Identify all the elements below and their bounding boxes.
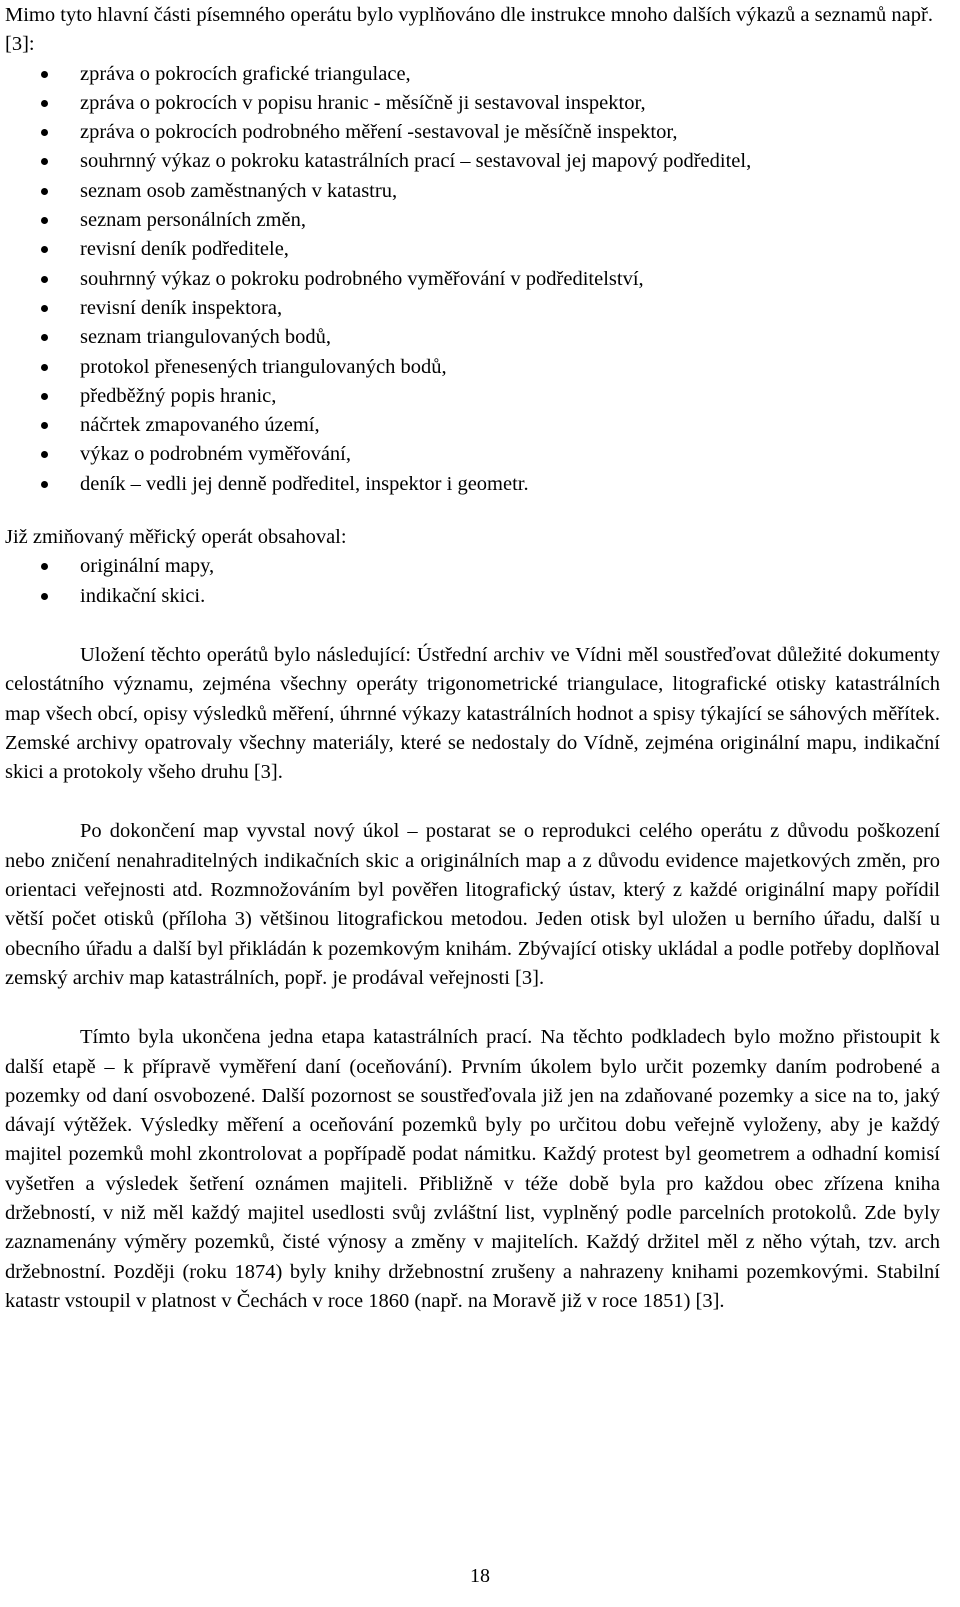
bullet-icon (41, 364, 48, 371)
bullet-icon (41, 129, 48, 136)
list-item: seznam triangulovaných bodů, (5, 323, 940, 352)
bullet-icon (41, 334, 48, 341)
list-item: zpráva o pokrocích podrobného měření -sestavoval je měsíčně inspektor, (5, 118, 940, 147)
bullet-icon (41, 71, 48, 78)
paragraph-storage: Uložení těchto operátů bylo následující: Ústřední archiv ve Vídni měl soustřeďovat důležité dokumenty celostátního významu, zejména všechny operáty trigonometrické triangulace, litografické otisky katastrálních map všech obcí, opisy výsledků měření, úhrnné výkazy katastrálních hodnot a spisy týkající se sáhových měřítek. Zemské archivy opatrovaly všechny materiály, které se nedostaly do Vídně, zejména originální mapu, indikační skici a protokoly všeho druhu [3]. (5, 643, 940, 784)
list-item: deník – vedli jej denně podředitel, inspektor i geometr. (5, 470, 940, 499)
list-item: revisní deník podředitele, (5, 235, 940, 264)
bullet-icon (41, 158, 48, 165)
bullet-icon (41, 451, 48, 458)
paragraph-taxation: Tímto byla ukončena jedna etapa katastrálních prací. Na těchto podkladech bylo možno přistoupit k další etapě – k přípravě vyměření daní (oceňování). Prvním úkolem bylo určit pozemky daním podrobené a pozemky od daní osvobozené. Další pozornost se soustřeďovala již jen na zdaňované pozemky a sice na to, jaký dávají výtěžek. Výsledky měření a oceňování pozemků byly po určitou dobu veřejně vyloženy, aby je každý majitel pozemků mohl zkontrolovat a popřípadě podat námitku. Každý protest byl geometrem a odhadní komisí vyšetřen a výsledek šetření oznámen majiteli. Přibližně v téže době byla pro každou obec zřízena kniha držebností, v niž měl každý majitel usedlosti svůj zvláštní list, vyplněný podle parcelních protokolů. Zde byly zaznamenány výměry pozemků, čisté výnosy a změny v majitelích. Každý držitel měl z něho výtah, tzv. arch držebnostní. Později (roku 1874) byly knihy držebnostní zrušeny a nahrazeny knihami pozemkovými. Stabilní katastr vstoupil v platnost v Čechách v roce 1860 (např. na Moravě již v roce 1851) [3]. (5, 1026, 940, 1312)
bullet-icon (41, 422, 48, 429)
list-item: indikační skici. (5, 582, 940, 611)
operat-list (5, 552, 940, 611)
page-number: 18 (470, 1565, 490, 1587)
list-item: náčrtek zmapovaného území, (5, 411, 940, 440)
bullet-icon (41, 100, 48, 107)
bullet-icon (41, 563, 48, 570)
list-item: souhrnný výkaz o pokroku podrobného vyměřování v podředitelství, (5, 265, 940, 294)
list-item: protokol přenesených triangulovaných bodů, (5, 353, 940, 382)
bullet-icon (41, 188, 48, 195)
bullet-icon (41, 393, 48, 400)
bullet-icon (41, 246, 48, 253)
list-item: zpráva o pokrocích v popisu hranic - měsíčně ji sestavoval inspektor, (5, 89, 940, 118)
list-item: revisní deník inspektora, (5, 294, 940, 323)
bullet-icon (41, 217, 48, 224)
intro-sentence: Mimo tyto hlavní části písemného operátu bylo vyplňováno dle instrukce mnoho dalších výkazů a seznamů např. [3]: (5, 4, 933, 56)
list-item: seznam personálních změn, (5, 206, 940, 235)
bullet-icon (41, 276, 48, 283)
bullet-icon (41, 481, 48, 488)
list-item: souhrnný výkaz o pokroku katastrálních prací – sestavoval jej mapový podředitel, (5, 147, 940, 176)
paragraph-reproduction: Po dokončení map vyvstal nový úkol – postarat se o reprodukci celého operátu z důvodu poškození nebo zničení nenahraditelných indikačních skic a originálních map a z důvodu evidence majetkových změn, pro orientaci veřejnosti atd. Rozmnožováním byl pověřen litografický ústav, který z každé originální mapy pořídil větší počet otisků (příloha 3) většinou litografickou metodou. Jeden otisk byl uložen u berního úřadu, další u obecního úřadu a další byl přikládán k pozemkovým knihám. Zbývající otisky ukládal a podle potřeby doplňoval zemský archiv map katastrálních, popř. je prodával veřejnosti [3]. (5, 820, 940, 989)
list-item: předběžný popis hranic, (5, 382, 940, 411)
bullet-icon (41, 305, 48, 312)
operat-heading: Již zmiňovaný měřický operát obsahoval: (5, 526, 347, 549)
report-list (5, 60, 940, 499)
list-item: zpráva o pokrocích grafické triangulace, (5, 60, 940, 89)
list-item: seznam osob zaměstnaných v katastru, (5, 177, 940, 206)
list-item: originální mapy, (5, 552, 940, 581)
document-page (5, 0, 940, 1316)
list-item: výkaz o podrobném vyměřování, (5, 440, 940, 469)
bullet-icon (41, 593, 48, 600)
